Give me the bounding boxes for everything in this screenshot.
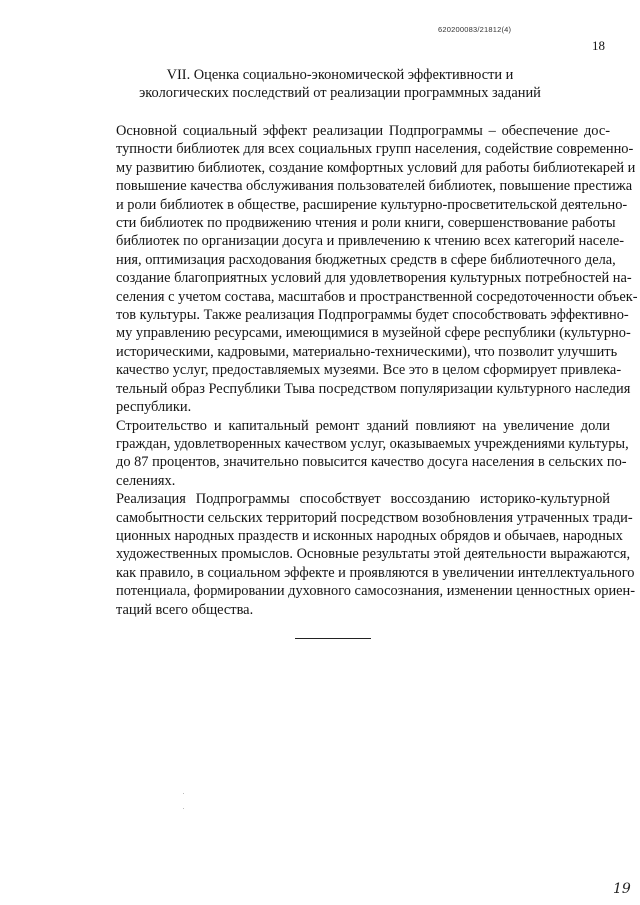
scan-artifact bbox=[183, 808, 184, 809]
document-id: 620200083/21812(4) bbox=[438, 25, 512, 34]
text-line: Реализация Подпрограммы способствует воссозданию историко-культурной bbox=[116, 491, 610, 508]
text-line: историческими, кадровыми, материально-техническими), что позволит улучшить bbox=[116, 343, 618, 360]
paragraph-2 bbox=[88, 417, 629, 491]
text-line: му развитию библиотек, создание комфортных условий для работы библиотекарей и bbox=[116, 159, 636, 176]
section-title-line-1: VII. Оценка социально-экономической эффективности и bbox=[166, 67, 514, 83]
scan-artifact bbox=[183, 793, 184, 794]
end-divider bbox=[295, 638, 371, 639]
text-line: художественных промыслов. Основные результаты этой деятельности выражаются, bbox=[116, 546, 631, 563]
section-title-line-2: экологических последствий от реализации программных заданий bbox=[139, 85, 541, 101]
text-line: тов культуры. Также реализация Подпрограммы будет способствовать эффективно- bbox=[116, 307, 629, 324]
text-line: тупности библиотек для всех социальных групп населения, содействие современно- bbox=[116, 141, 634, 158]
text-line: и роли библиотек в обществе, расширение культурно-просветительской деятельно- bbox=[116, 196, 628, 213]
paragraph-3 bbox=[88, 490, 636, 619]
text-line: потенциала, формировании духовного самосознания, изменении ценностных ориен- bbox=[116, 583, 636, 600]
text-line: граждан, удовлетворенных качеством услуг, оказываемых учреждениями культуры, bbox=[116, 435, 629, 452]
text-line: повышение качества обслуживания пользователей библиотек, повышение престижа bbox=[116, 178, 633, 195]
text-line: тельный образ Республики Тыва посредством популяризации культурного наследия bbox=[116, 380, 631, 397]
section-title bbox=[60, 66, 620, 102]
text-line: до 87 процентов, значительно повысится качество досуга населения в сельских по- bbox=[116, 454, 627, 471]
text-line: республики. bbox=[116, 399, 192, 416]
text-line: библиотек по организации досуга и привлечению к чтению всех категорий населе- bbox=[116, 233, 625, 250]
page-number: 18 bbox=[592, 38, 605, 53]
text-line: самобытности сельских территорий посредством возобновления утраченных тради- bbox=[116, 509, 633, 526]
text-line: селениях. bbox=[116, 472, 176, 489]
handwritten-page-number: 19 bbox=[613, 881, 631, 897]
text-line: селения с учетом состава, масштабов и пространственной сосредоточенности объек- bbox=[116, 288, 638, 305]
text-line: ния, оптимизация расходования бюджетных средств в сфере библиотечного дела, bbox=[116, 251, 616, 268]
text-line: Основной социальный эффект реализации Подпрограммы – обеспечение дос- bbox=[116, 123, 610, 139]
body-text bbox=[88, 122, 638, 619]
text-line: создание благоприятных условий для удовлетворения культурных потребностей на- bbox=[116, 270, 632, 287]
text-line: как правило, в социальном эффекте и проявляются в увеличении интеллектуального bbox=[116, 564, 635, 581]
text-line: таций всего общества. bbox=[116, 601, 254, 618]
text-line: качество услуг, предоставляемых музеями. Все это в целом сформирует привлека- bbox=[116, 362, 622, 379]
text-line: Строительство и капитальный ремонт зданий повлияют на увеличение доли bbox=[116, 417, 610, 434]
text-line: му управлению ресурсами, имеющимися в музейной сфере республики (культурно- bbox=[116, 325, 631, 342]
text-line: сти библиотек по продвижению чтения и роли книги, совершенствование работы bbox=[116, 215, 616, 232]
text-line: ционных народных праздеств и исконных народных обрядов и обычаев, народных bbox=[116, 527, 623, 544]
paragraph-1 bbox=[88, 122, 638, 417]
